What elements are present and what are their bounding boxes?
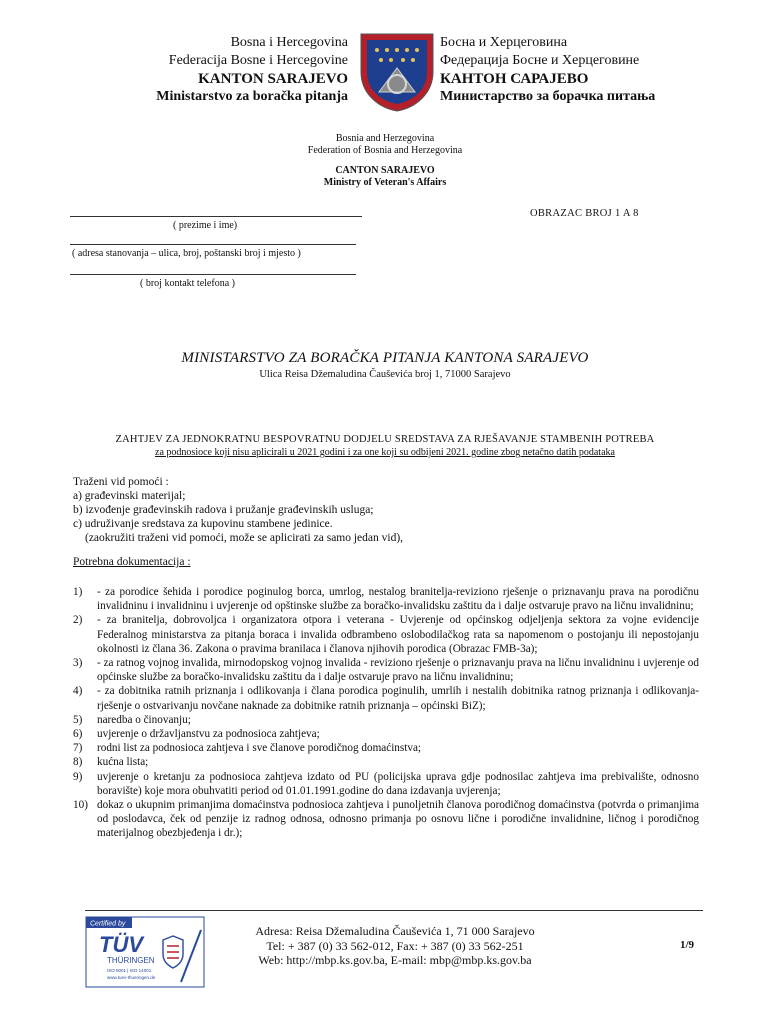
header-en-country: Bosnia and Herzegovina (335, 133, 435, 144)
aid-heading: Traženi vid pomoći : (73, 476, 169, 488)
form-number: OBRAZAC BROJ 1 A 8 (530, 208, 639, 219)
tuv-region-text: THÜRINGEN (107, 956, 155, 965)
list-item (73, 656, 699, 684)
item-number: 5) (73, 713, 83, 726)
item-number: 2) (73, 614, 83, 627)
item-text: - za porodice šehida i porodice poginulog borca, umrlog, nestalog branitelja-reviziono rješenje o priznavanju prava na porodičnu invalidninu i invalidninu i uvjerenje od opštinske službe za boračko-invalidsku zaštitu da i dalje ostvaruje pravo na ličnu invalidninu; (97, 586, 699, 613)
header-cyrillic (440, 34, 740, 106)
documents-heading: Potrebna dokumentacija : (73, 556, 191, 568)
header-en-canton: CANTON SARAJEVO (335, 165, 435, 176)
item-text: - za branitelja, dobrovoljca i organizatora otpora i veterana - Uvjerenje od općinskog odjeljenja sektora za vojne evidencije Federalnog ministarstva za pitanja boraca i invalida odbrambeno oslobodilačkog rata sa napomenom o postojanju ili nepostojanju okolnosti iz člana 36. Zakona o pravima branilaca i članova njihovih porodica (Obrazac FMB-3a); (97, 614, 699, 655)
address-field-line[interactable] (70, 244, 356, 245)
footer-web[interactable]: Web: http://mbp.ks.gov.ba, E-mail: mbp@mbp.ks.gov.ba (258, 953, 532, 967)
item-number: 1) (73, 586, 83, 598)
item-number: 9) (73, 770, 83, 783)
item-number: 8) (73, 756, 83, 769)
canton-crest-icon (359, 32, 435, 112)
list-item (73, 727, 699, 741)
name-field-line[interactable] (70, 216, 362, 217)
list-item (73, 684, 699, 712)
list-item (73, 798, 699, 841)
item-text: naredba o činovanju; (97, 713, 191, 726)
tuv-iso-text: ISO 9001 | ISO 14001 (107, 968, 152, 973)
item-text: rodni list za podnosioca zahtjeva i sve članove porodičnog domaćinstva; (97, 742, 422, 755)
item-number: 7) (73, 742, 83, 755)
documents-list (73, 585, 699, 841)
item-text: - za ratnog vojnog invalida, mirnodopskog vojnog invalida - reviziono rješenje o priznavanju prava na ličnu invalidninu i uvjerenje od općinske službe za boračko-invalidsku zaštitu da i dalje ostvaruje pravo na ličnu invalidninu; (97, 657, 699, 684)
header-canton: KANTON SARAJEVO (198, 71, 348, 87)
list-item (73, 770, 699, 798)
item-number: 3) (73, 657, 83, 670)
header-ministry-cyr: Министарство за борачка питања (440, 89, 656, 104)
tuv-certification-logo-icon (85, 916, 205, 988)
header-federation: Federacija Bosne i Hercegovine (168, 53, 348, 68)
name-field-label: ( prezime i ime) (173, 220, 238, 231)
list-item (73, 741, 699, 755)
list-item (73, 713, 699, 727)
header-latin (60, 34, 348, 106)
aid-option-c[interactable]: c) udruživanje sredstava za kupovinu stambene jedinice. (73, 518, 333, 530)
footer-address: Adresa: Reisa Džemaludina Čauševića 1, 71 000 Sarajevo (255, 924, 535, 938)
item-number: 4) (73, 685, 83, 698)
aid-option-b[interactable]: b) izvođenje građevinskih radova i pružanje građevinskih usluga; (73, 504, 374, 516)
tuv-url-text: www.tuev-thueringen.de (107, 975, 156, 980)
header-en-federation: Federation of Bosnia and Herzegovina (307, 145, 463, 156)
request-title: ZAHTJEV ZA JEDNOKRATNU BESPOVRATNU DODJELU SREDSTAVA ZA RJEŠAVANJE STAMBENIH POTREBA (115, 434, 655, 445)
item-number: 6) (73, 728, 83, 741)
aid-section (73, 475, 713, 545)
ministry-address: Ulica Reisa Džemaludina Čauševića broj 1, 71000 Sarajevo (259, 369, 511, 380)
request-subtitle: za podnosioce koji nisu aplicirali u 2021 godini i za one koji su odbijeni 2021. godine zbog netačno datih podataka (155, 447, 615, 458)
header-federation-cyr: Федерација Босне и Херцеговине (440, 53, 640, 68)
header-en-ministry: Ministry of Veteran's Affairs (323, 177, 447, 188)
list-item (73, 755, 699, 769)
phone-field-line[interactable] (70, 274, 356, 275)
header-country: Bosna i Hercegovina (230, 35, 348, 50)
footer-divider (85, 910, 703, 911)
tuv-brand-text: TÜV (99, 932, 143, 957)
item-text: uvjerenje o kretanju za podnosioca zahtjeva izdato od PU (policijska uprava gdje podnosilac zahtjeva ima prebivalište, odnosno boravište) koje mora obuhvatiti period od 01.01.1991.godine do dana izdavanja uvjerenja; (97, 770, 699, 797)
aid-note: (zaokružiti traženi vid pomoći, može se aplicirati za samo jedan vid), (85, 532, 404, 544)
item-text: - za dobitnika ratnih priznanja i odlikovanja i člana porodica poginulih, umrlih i nestalih dobitnika ratnog priznanja i odlikovanja-rješenje o ostvarivanju novčane naknade za dobitnike ratnih priznanja – općinski BiZ); (97, 685, 699, 712)
footer-contact (200, 924, 590, 968)
footer-phone: Tel: + 387 (0) 33 562-012, Fax: + 387 (0) 33 562-251 (266, 938, 524, 953)
list-item (73, 613, 699, 656)
aid-option-a[interactable]: a) građevinski materijal; (73, 490, 186, 502)
phone-field-label: ( broj kontakt telefona ) (140, 278, 235, 289)
item-text: uvjerenje o državljanstvu za podnosioca zahtjeva; (97, 728, 320, 741)
header-country-cyr: Босна и Херцеговина (440, 35, 568, 50)
address-field-label: ( adresa stanovanja – ulica, broj, poštanski broj i mjesto ) (72, 248, 301, 259)
page-number: 1/9 (680, 939, 695, 951)
ministry-title: MINISTARSTVO ZA BORAČKA PITANJA KANTONA SARAJEVO (181, 350, 589, 366)
list-item (73, 585, 699, 613)
header-ministry: Ministarstvo za boračka pitanja (156, 89, 348, 104)
tuv-certified-text: Certified by (90, 920, 126, 928)
item-text: kućna lista; (97, 756, 149, 769)
item-number: 10) (73, 799, 88, 812)
item-text: dokaz o ukupnim primanjima domaćinstva podnosioca zahtjeva i punoljetnih članova porodičnog domaćinstva (potvrda o primanjima od poslodavca, ček od penzije iz radnog odnosa, odnosno primanja po osnovu lične i porodične invalidnine, ličnog i porodičnog materijalnog obezbjeđenja i dr.); (97, 799, 699, 840)
header-canton-cyr: КАНТОН САРАЈЕВО (440, 71, 589, 87)
